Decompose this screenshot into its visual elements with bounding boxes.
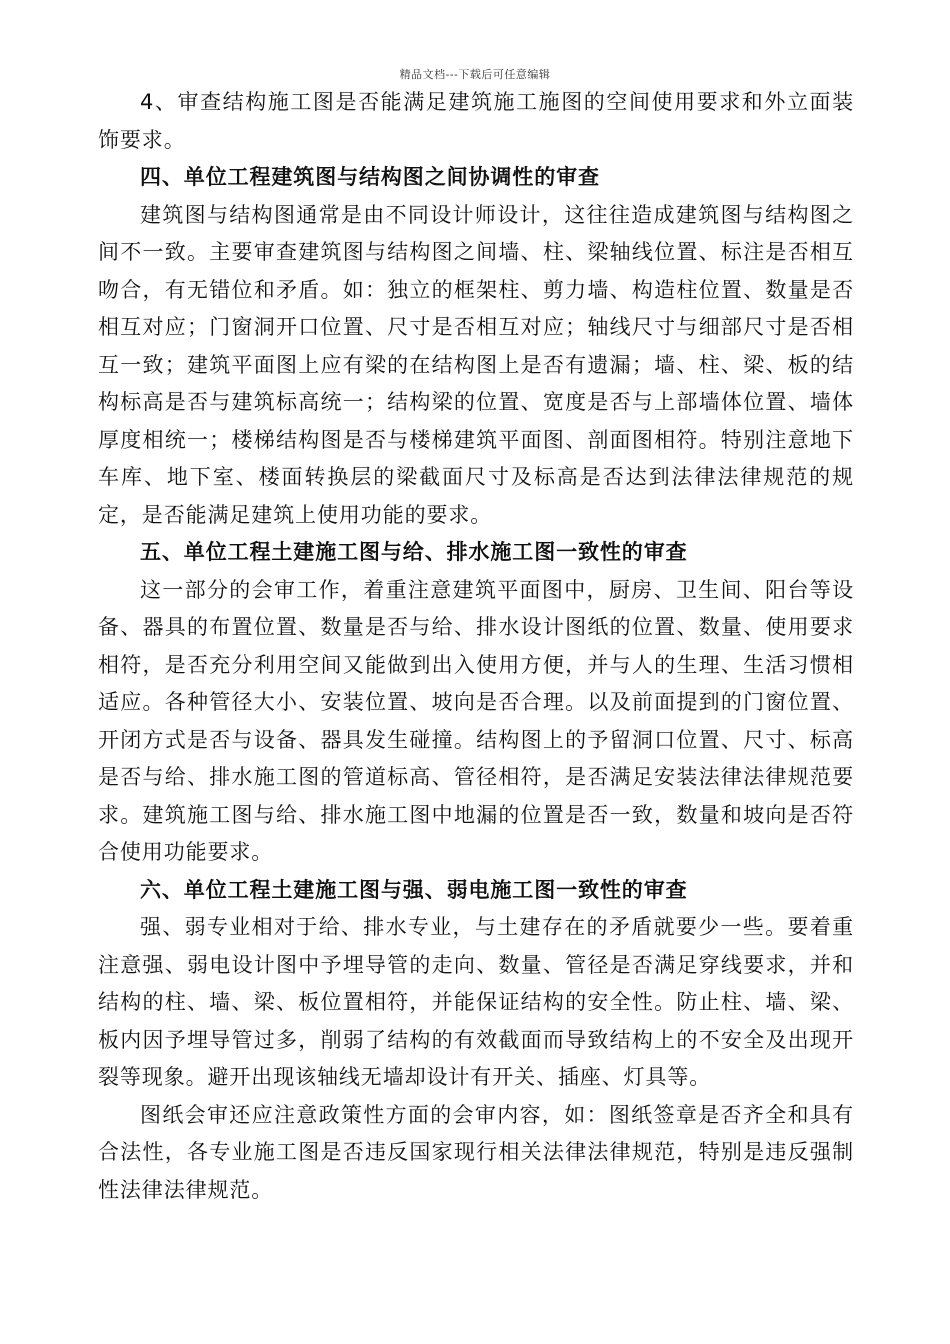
paragraph: 4、审查结构施工图是否能满足建筑施工施图的空间使用要求和外立面装饰要求。 bbox=[98, 90, 854, 152]
section-heading: 六、单位工程土建施工图与强、弱电施工图一致性的审查 bbox=[140, 877, 688, 902]
section-heading: 四、单位工程建筑图与结构图之间协调性的审查 bbox=[140, 165, 600, 189]
paragraph: 建筑图与结构图通常是由不同设计师设计，这往往造成建筑图与结构图之间不一致。主要审查建筑图与结构图之间墙、柱、梁轴线位置、标注是否相互吻合，有无错位和矛盾。如：独立的框架柱、剪力墙、构造柱位置、数量是否相互对应；门窗洞开口位置、尺寸是否相互对应；轴线尺寸与细部尺寸是否相互一致；建筑平面图上应有梁的在结构图上是否有遗漏；墙、柱、梁、板的结构标高是否与建筑标高统一；结构梁的位置、宽度是否与上部墙体位置、墙体厚度相统一；楼梯结构图是否与楼梯建筑平面图、剖面图相符。特别注意地下车库、地下室、楼面转换层的梁截面尺寸及标高是否达到法律法律规范的规定，是否能满足建筑上使用功能的要求。 bbox=[98, 202, 854, 527]
paragraph: 图纸会审还应注意政策性方面的会审内容，如：图纸签章是否齐全和具有合法性，各专业施工图是否违反国家现行相关法律法律规范，特别是违反强制性法律法律规范。 bbox=[98, 1102, 854, 1202]
section-heading: 五、单位工程土建施工图与给、排水施工图一致性的审查 bbox=[140, 540, 688, 564]
paragraph: 这一部分的会审工作，着重注意建筑平面图中，厨房、卫生间、阳台等设备、器具的布置位置、数量是否与给、排水设计图纸的位置、数量、使用要求相符，是否充分利用空间又能做到出入使用方便，并与人的生理、生活习惯相适应。各种管径大小、安装位置、坡向是否合理。以及前面提到的门窗位置、开闭方式是否与设备、器具发生碰撞。结构图上的予留洞口位置、尺寸、标高是否与给、排水施工图的管道标高、管径相符，是否满足安装法律法律规范要求。建筑施工图与给、排水施工图中地漏的位置是否一致，数量和坡向是否符合使用功能要求。 bbox=[98, 577, 854, 864]
document-body bbox=[98, 84, 854, 1209]
paragraph: 强、弱专业相对于给、排水专业，与土建存在的矛盾就要少一些。要着重注意强、弱电设计图中予埋导管的走向、数量、管径是否满足穿线要求，并和结构的柱、墙、梁、板位置相符，并能保证结构的安全性。防止柱、墙、梁、板内因予埋导管过多，削弱了结构的有效截面而导致结构上的不安全及出现开裂等现象。避开出现该轴线无墙却设计有开关、插座、灯具等。 bbox=[98, 915, 854, 1089]
page-header: 精品文档---下载后可任意编辑 bbox=[399, 68, 551, 81]
